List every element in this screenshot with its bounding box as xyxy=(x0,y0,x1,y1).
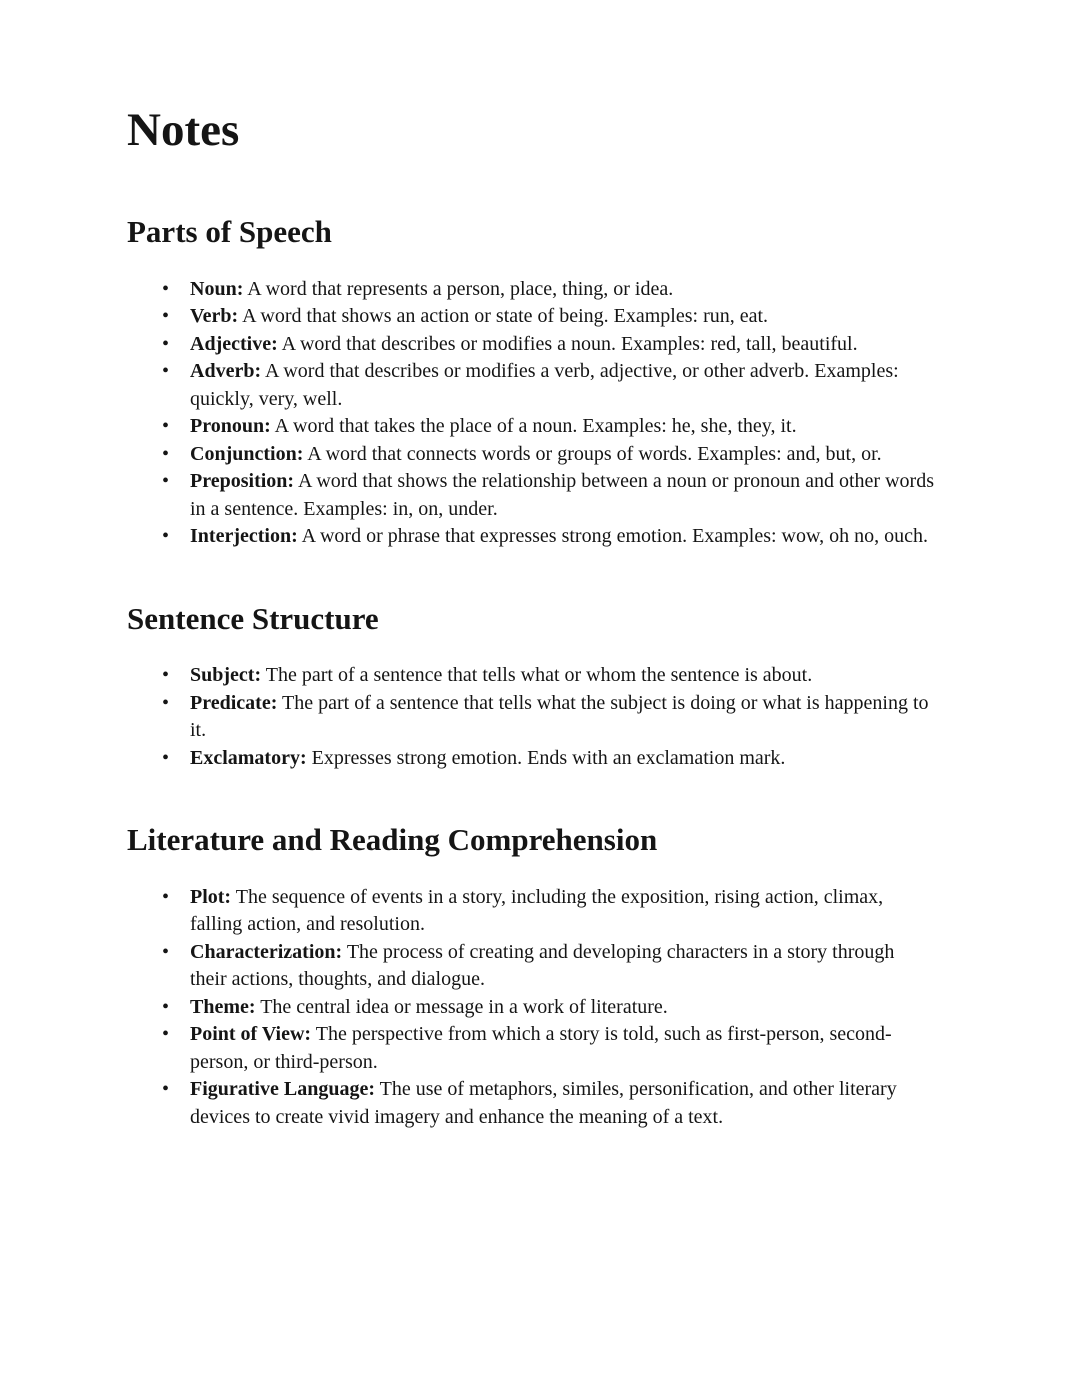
list-item xyxy=(190,358,935,413)
term-definition: Expresses strong emotion. Ends with an exclamation mark. xyxy=(311,746,786,769)
term-definition: A word that shows an action or state of being. Examples: run, eat. xyxy=(242,305,769,328)
term-label: Theme: xyxy=(190,995,256,1018)
term-label: Preposition: xyxy=(190,470,295,493)
list-item xyxy=(190,276,935,304)
section-heading-literature-reading-comprehension: Literature and Reading Comprehension xyxy=(127,822,658,858)
list-item xyxy=(190,884,935,939)
term-definition: The perspective from which a story is told, such as first-person, second-person, or third-person. xyxy=(190,1023,892,1073)
term-label: Conjunction: xyxy=(190,442,304,465)
section-heading-sentence-structure: Sentence Structure xyxy=(127,600,379,636)
section-parts-of-speech xyxy=(127,214,935,551)
term-label: Pronoun: xyxy=(190,415,271,438)
term-definition: The part of a sentence that tells what or whom the sentence is about. xyxy=(265,664,813,687)
list-item xyxy=(190,745,935,773)
list-item xyxy=(190,662,935,690)
term-definition: The part of a sentence that tells what the subject is doing or what is happening to it. xyxy=(190,691,929,742)
section-sentence-structure xyxy=(127,601,935,773)
term-label: Adverb: xyxy=(190,360,262,383)
term-label: Verb: xyxy=(190,305,239,328)
list-item xyxy=(190,441,935,469)
term-definition: A word that shows the relationship between a noun or pronoun and other words in a sentence. Examples: in, on, under. xyxy=(190,470,934,520)
term-label: Exclamatory: xyxy=(190,746,307,769)
term-definition: The process of creating and developing characters in a story through their actions, thoughts, and dialogue. xyxy=(190,940,895,991)
list-item xyxy=(190,1021,935,1076)
term-definition: A word that takes the place of a noun. Examples: he, she, they, it. xyxy=(274,415,797,438)
term-definition: A word that describes or modifies a verb, adjective, or other adverb. Examples: quickly, very, well. xyxy=(190,360,899,410)
term-definition: A word that connects words or groups of words. Examples: and, but, or. xyxy=(307,442,882,465)
list-item xyxy=(190,523,935,551)
term-definition: The central idea or message in a work of literature. xyxy=(260,995,668,1018)
list-item xyxy=(190,994,935,1022)
term-label: Noun: xyxy=(190,277,244,300)
section-heading-parts-of-speech: Parts of Speech xyxy=(127,214,332,250)
list-item xyxy=(190,468,935,523)
list-item xyxy=(190,939,935,994)
section-literature-reading-comprehension xyxy=(127,822,935,1131)
page-title: Notes xyxy=(127,104,240,156)
term-label: Point of View: xyxy=(190,1023,312,1046)
list-item xyxy=(190,690,935,745)
term-definition: A word that represents a person, place, thing, or idea. xyxy=(247,277,674,300)
term-label: Figurative Language: xyxy=(190,1078,375,1101)
list-item xyxy=(190,331,935,359)
term-definition: A word or phrase that expresses strong emotion. Examples: wow, oh no, ouch. xyxy=(301,525,929,548)
term-label: Interjection: xyxy=(190,525,298,548)
term-label: Predicate: xyxy=(190,691,278,714)
term-definition: The sequence of events in a story, including the exposition, rising action, climax, falling action, and resolution. xyxy=(190,885,884,936)
list-item xyxy=(190,303,935,331)
parts-of-speech-list xyxy=(127,276,935,551)
sentence-structure-list xyxy=(127,662,935,772)
literature-list xyxy=(127,884,935,1132)
term-label: Characterization: xyxy=(190,940,343,963)
term-definition: The use of metaphors, similes, personification, and other literary devices to create vivid imagery and enhance the meaning of a text. xyxy=(190,1078,897,1128)
term-label: Subject: xyxy=(190,664,262,687)
list-item xyxy=(190,1076,935,1131)
list-item xyxy=(190,413,935,441)
term-label: Adjective: xyxy=(190,332,278,355)
term-definition: A word that describes or modifies a noun. Examples: red, tall, beautiful. xyxy=(281,332,858,355)
term-label: Plot: xyxy=(190,885,232,908)
